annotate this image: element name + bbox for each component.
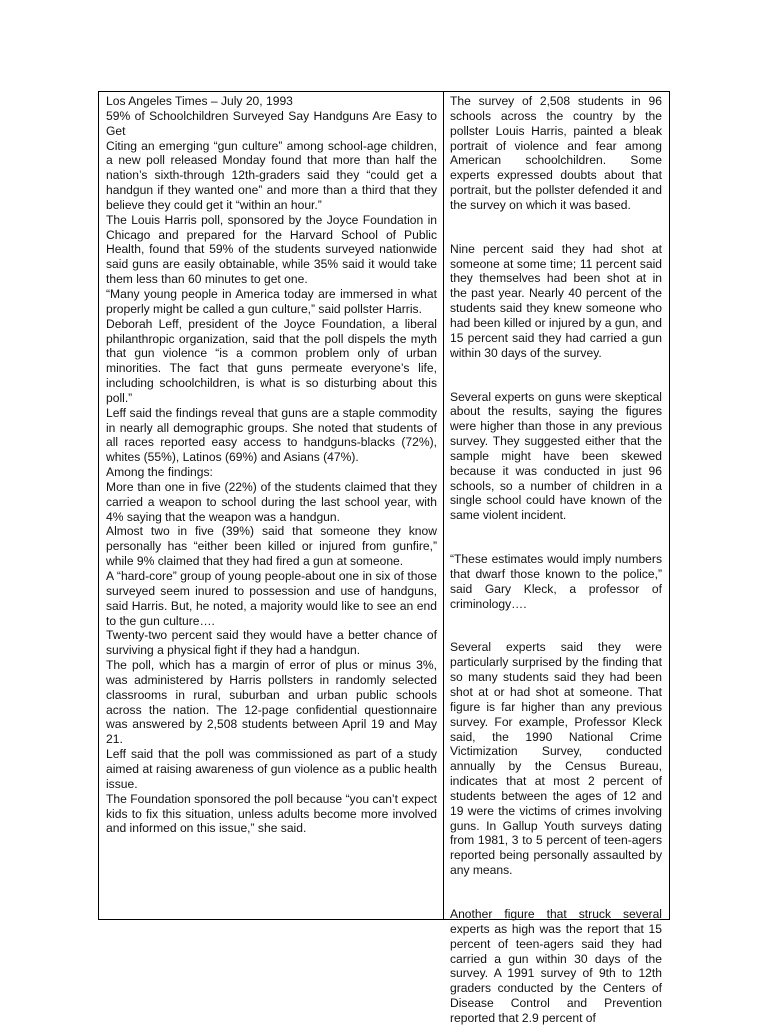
paragraph: Almost two in five (39%) said that someone they know personally has “either been killed or injured from gunfire,” while 9% claimed that they had fired a gun at someone. <box>106 524 437 569</box>
paragraph: A “hard-core” group of young people-about one in six of those surveyed seem inured to possession and use of handguns, said Harris. But, he noted, a majority would like to see an end to the gun culture…. <box>106 569 437 628</box>
paragraph: Among the findings: <box>106 465 213 480</box>
paragraph: “Many young people in America today are immersed in what properly might be called a gun culture,” said pollster Harris. <box>106 286 437 316</box>
right-column <box>444 92 669 1025</box>
paragraph: Nine percent said they had shot at someone at some time; 11 percent said they themselves had been shot at in the past year. Nearly 40 percent of the students said they knew someone who had been killed or injured by a gun, and 15 percent said they had carried a gun within 30 days of the survey. <box>450 241 662 360</box>
paragraph: Several experts said they were particularly surprised by the finding that so many students said they had been shot at or had shot at someone. That figure is far higher than any previous survey. For example, Professor Kleck said, the 1990 National Crime Victimization Survey, conducted annually by the Census Bureau, indicates that at most 2 percent of students between the ages of 12 and 19 were the victims of crimes involving guns. In Gallup Youth surveys dating from 1981, 3 to 5 percent of teen-agers reported being personally assaulted by any means. <box>450 640 662 878</box>
paragraph: The poll, which has a margin of error of plus or minus 3%, was administered by Harris pollsters in randomly selected classrooms in rural, suburban and urban public schools across the nation. The 12-page confidential questionnaire was answered by 2,508 students between April 19 and May 21. <box>106 658 437 747</box>
paragraph: The Louis Harris poll, sponsored by the Joyce Foundation in Chicago and prepared for the Harvard School of Public Health, found that 59% of the students surveyed nationwide said guns are easily obtainable, while 35% said it would take them less than 60 minutes to get one. <box>106 212 437 287</box>
headline: 59% of Schoolchildren Surveyed Say Handguns Are Easy to Get <box>106 108 437 138</box>
paragraph: Leff said that the poll was commissioned as part of a study aimed at raising awareness of gun violence as a public health issue. <box>106 747 437 791</box>
paragraph: “These estimates would imply numbers that dwarf those known to the police,” said Gary Kleck, a professor of criminology…. <box>450 552 662 611</box>
paragraph: Several experts on guns were skeptical about the results, saying the figures were higher than those in any previous survey. They suggested either that the sample might have been skewed because it was conducted in just 96 schools, so a number of children in a single school could have known of the same violent incident. <box>450 389 662 523</box>
source-line: Los Angeles Times – July 20, 1993 <box>106 94 293 108</box>
paragraph: More than one in five (22%) of the students claimed that they carried a weapon to school during the last school year, with 4% saying that the weapon was a handgun. <box>106 479 437 524</box>
paragraph: The survey of 2,508 students in 96 schools across the country by the pollster Louis Harris, painted a bleak portrait of violence and fear among American schoolchildren. Some experts expressed doubts about that portrait, but the pollster defended it and the survey on which it was based. <box>450 94 662 212</box>
paragraph: Another figure that struck several experts as high was the report that 15 percent of teen-agers said they had carried a gun within 30 days of the survey. A 1991 survey of 9th to 12th graders conducted by the Centers of Disease Control and Prevention reported that 2.9 percent of <box>450 906 662 1025</box>
paragraph: Leff said the findings reveal that guns are a staple commodity in nearly all demographic groups. She noted that students of all races reported easy access to handguns-blacks (72%), whites (55%), Latinos (69%) and Asians (47%). <box>106 405 437 465</box>
left-column <box>99 92 444 919</box>
document-table <box>98 91 670 1025</box>
paragraph: The Foundation sponsored the poll because “you can’t expect kids to fix this situation, unless adults become more involved and informed on this issue,” she said. <box>106 791 437 836</box>
paragraph: Citing an emerging “gun culture” among school-age children, a new poll released Monday found that more than half the nation’s sixth-through 12th-graders said they “could get a handgun if they wanted one” and more than a third that they believe they could get it “within an hour.” <box>106 138 437 212</box>
paragraph: Twenty-two percent said they would have a better chance of surviving a physical fight if they had a handgun. <box>106 628 437 658</box>
paragraph: Deborah Leff, president of the Joyce Foundation, a liberal philanthropic organization, said that the poll dispels the myth that gun violence “is a common problem only of urban minorities. The fact that guns permeate everyone’s life, including schoolchildren, is what is so disturbing about this poll.” <box>106 316 437 405</box>
